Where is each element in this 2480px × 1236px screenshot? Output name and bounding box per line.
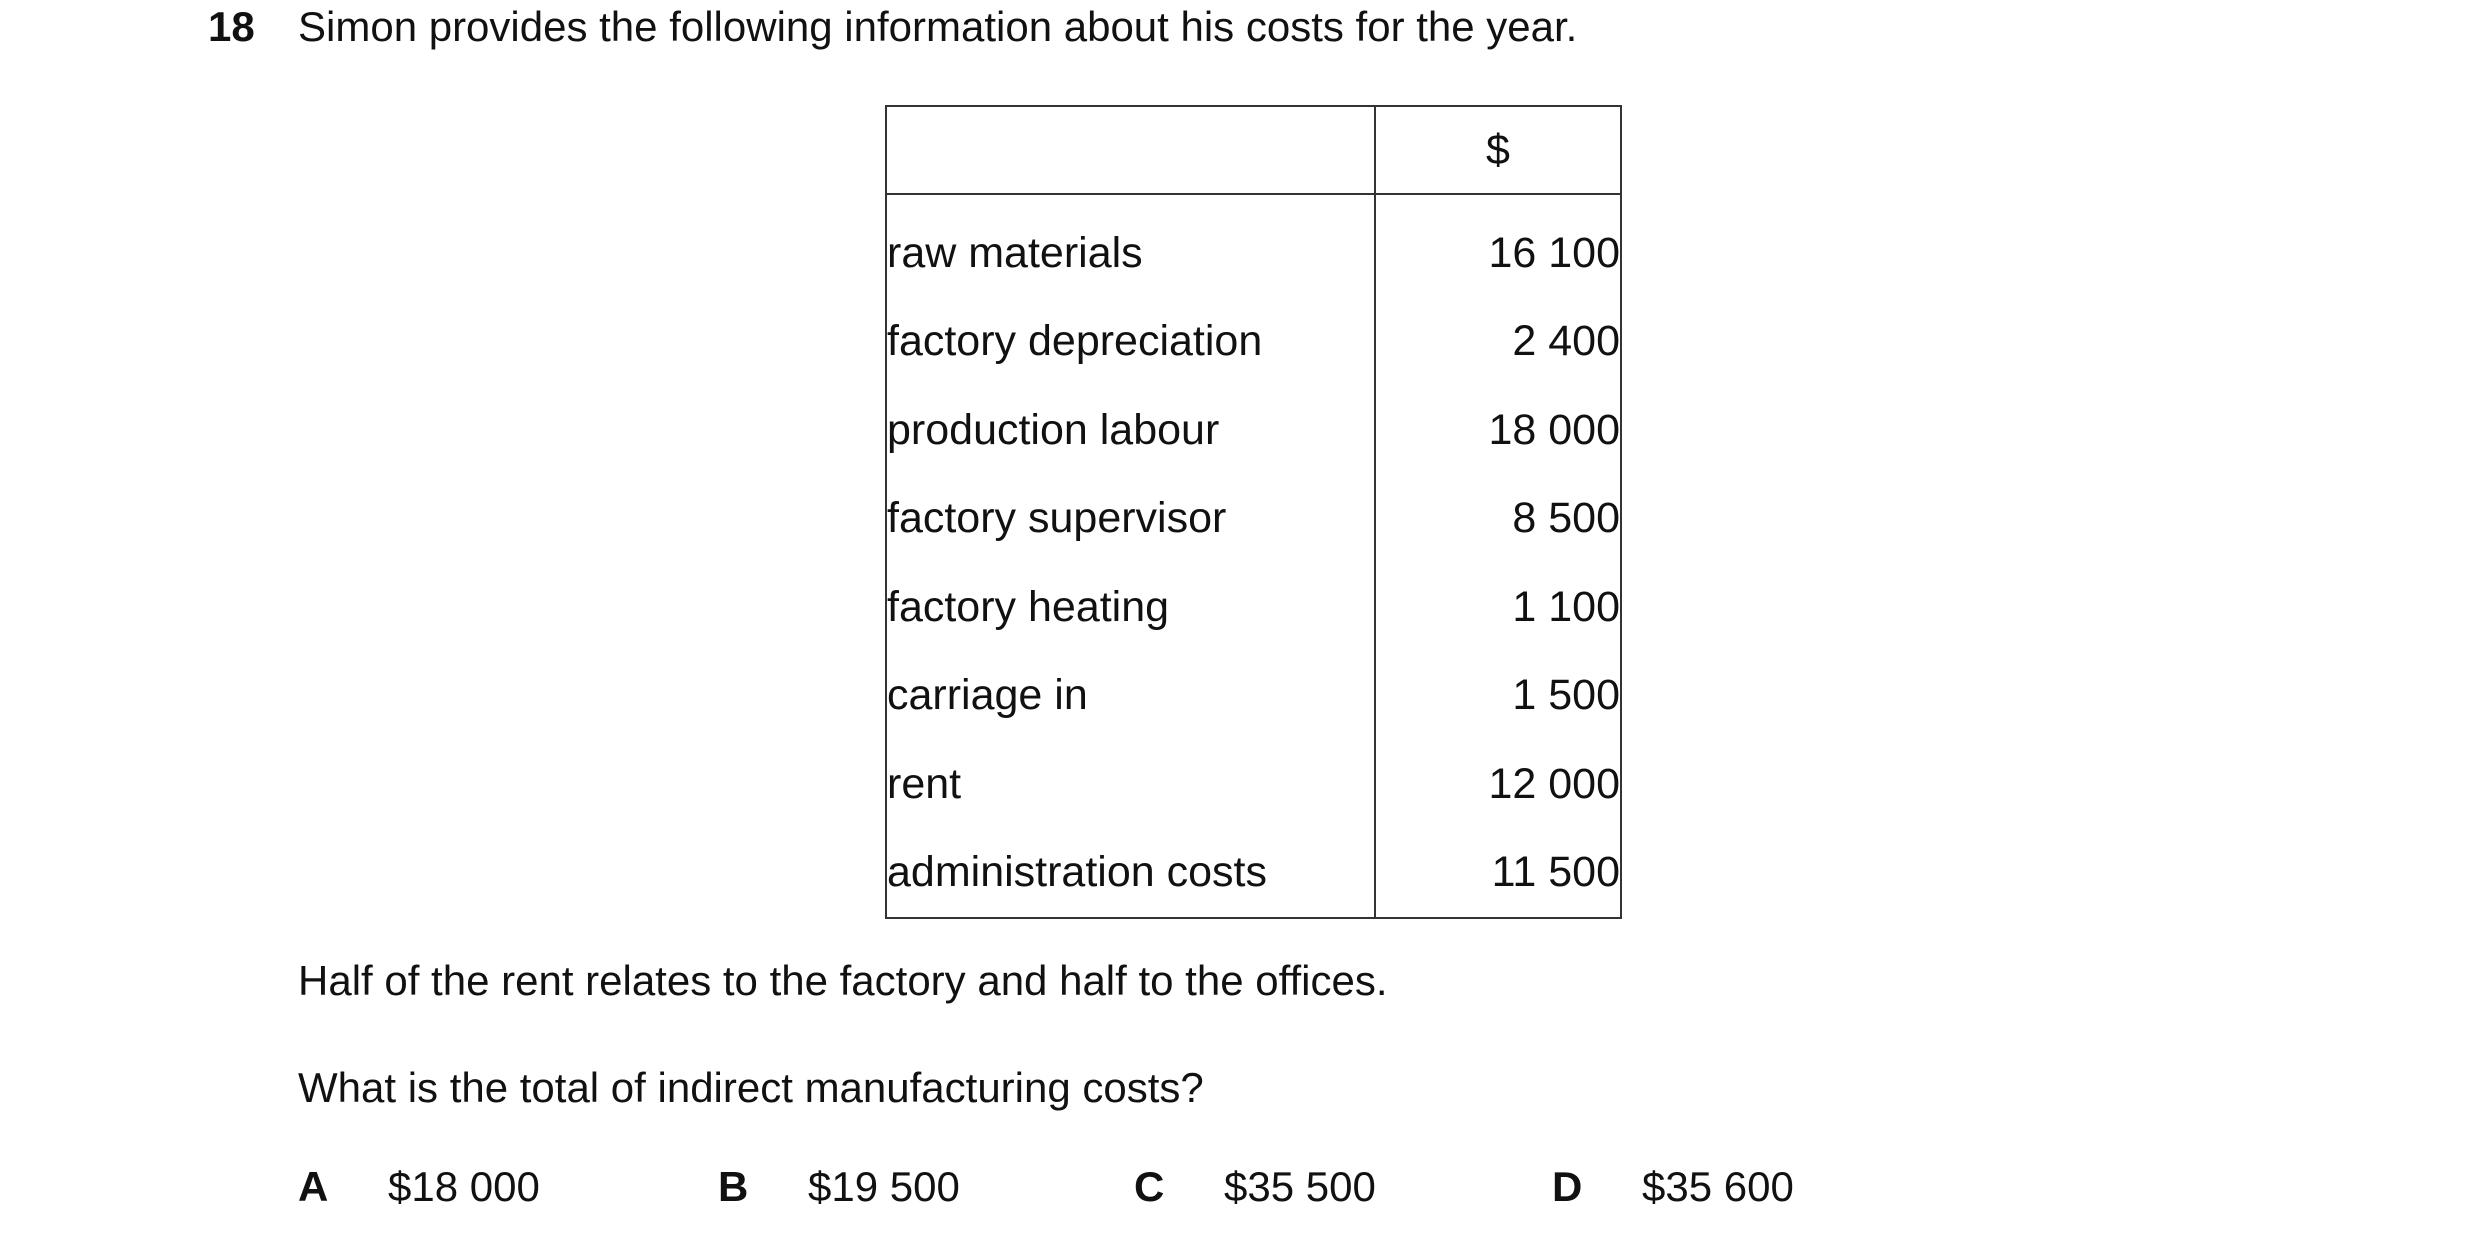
cost-item-label: factory depreciation [886, 298, 1375, 387]
cost-item-label: raw materials [886, 194, 1375, 298]
answer-option-a[interactable] [298, 1162, 540, 1212]
cost-item-label: factory supervisor [886, 475, 1375, 564]
cost-item-amount: 2 400 [1375, 298, 1621, 387]
table-row [886, 298, 1621, 387]
answer-option-b[interactable] [718, 1162, 960, 1212]
table-row [886, 563, 1621, 652]
table-row [886, 829, 1621, 919]
cost-item-label: factory heating [886, 563, 1375, 652]
rent-note: Half of the rent relates to the factory and half to the offices. [298, 957, 1388, 1004]
question-prompt: What is the total of indirect manufacturing costs? [298, 1064, 1204, 1111]
cost-item-amount: 12 000 [1375, 740, 1621, 829]
answer-option-c[interactable] [1134, 1162, 1376, 1212]
cost-item-amount: 18 000 [1375, 386, 1621, 475]
question-number: 18 [208, 3, 255, 50]
cost-item-amount: 16 100 [1375, 194, 1621, 298]
option-letter: D [1552, 1163, 1583, 1210]
cost-item-label: production labour [886, 386, 1375, 475]
option-value: $19 500 [808, 1163, 960, 1210]
option-value: $18 000 [388, 1163, 540, 1210]
option-letter: B [718, 1163, 749, 1210]
cost-item-label: administration costs [886, 829, 1375, 919]
question-text: Simon provides the following information about his costs for the year. [298, 3, 1578, 50]
option-value: $35 500 [1224, 1163, 1376, 1210]
header-currency-cell: $ [1375, 106, 1621, 194]
option-letter: A [298, 1163, 329, 1210]
table-row [886, 386, 1621, 475]
cost-item-amount: 1 500 [1375, 652, 1621, 741]
table-header-row [886, 106, 1621, 194]
table-row [886, 740, 1621, 829]
answer-option-d[interactable] [1552, 1162, 1794, 1212]
cost-item-amount: 8 500 [1375, 475, 1621, 564]
table-row [886, 194, 1621, 298]
header-item-cell [886, 106, 1375, 194]
option-letter: C [1134, 1163, 1165, 1210]
cost-item-label: carriage in [886, 652, 1375, 741]
option-value: $35 600 [1642, 1163, 1794, 1210]
cost-table [885, 105, 1622, 919]
cost-item-label: rent [886, 740, 1375, 829]
table-row [886, 475, 1621, 564]
cost-item-amount: 11 500 [1375, 829, 1621, 919]
table-row [886, 652, 1621, 741]
cost-item-amount: 1 100 [1375, 563, 1621, 652]
